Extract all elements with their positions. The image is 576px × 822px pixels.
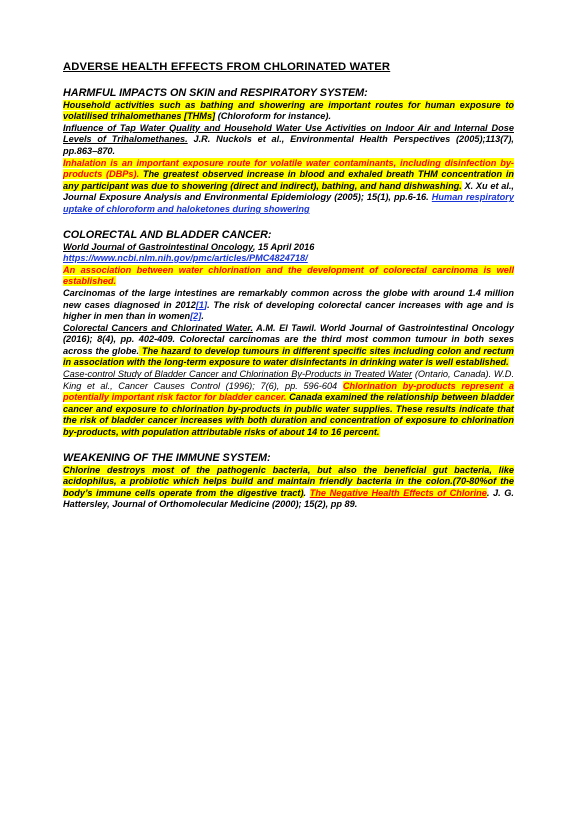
negative-effects-link[interactable]: The Negative Health Effects of Chlorine xyxy=(309,487,487,498)
skin-reference-1 xyxy=(63,123,514,158)
wjgo-journal-name: World Journal of Gastrointestinal Oncology xyxy=(63,241,253,252)
incidence-text-a: Carcinomas of the large intestines are remarkably common across the globe with around 1.4 million new cases diagnosed in 2012 xyxy=(63,287,514,310)
bladder-study-highlight: Canada examined the relationship between bladder cancer and exposure to chlorination by-products in public water supplies. These results indicate that the risk of bladder cancer increases with both duration and concentration of exposure to chlorination by-products, with population attributable risks of about 14 to 16 percent. xyxy=(63,392,514,438)
incidence-text-c: . xyxy=(201,311,204,322)
inhalation-red-text: Inhalation is an important exposure route for volatile water contaminants, including disinfection by-products (DBPs). xyxy=(63,157,514,180)
wjgo-date: , 15 April 2016 xyxy=(252,241,315,252)
skin-chloroform-note: (Chloroform for instance). xyxy=(215,111,332,122)
incidence-text-b: . The risk of developing colorectal cancer increases with age and is higher in men than in women xyxy=(63,299,514,322)
showering-highlight-text: The greatest observed increase in blood and exhaled breath THM concentration in any participant was due to showering (direct and indirect), bathing, and hand dishwashing. xyxy=(63,169,514,191)
gut-bacteria-highlight: Chlorine destroys most of the pathogenic bacteria, but also the beneficial gut bacteria, like acidophilus, a probiotic which helps build and maintain friendly bacteria in the colon.(70-80%of the body’s immune cells operate from the digestive tract) xyxy=(63,464,514,498)
association-paragraph xyxy=(63,265,514,288)
hattersley-citation: . J. G. Hattersley, Journal of Orthomolecular Medicine (2000); 15(2), pp 89. xyxy=(63,487,514,510)
skin-paragraph-2 xyxy=(63,158,514,216)
pmc-article-link[interactable]: https://www.ncbi.nlm.nih.gov/pmc/articles/PMC4824718/ xyxy=(63,253,308,264)
citation-2-link[interactable]: [2] xyxy=(190,311,202,322)
immune-section-heading: WEAKENING OF THE IMMUNE SYSTEM: xyxy=(63,451,271,464)
el-tawil-paragraph xyxy=(63,323,514,369)
skin-paragraph-1 xyxy=(63,100,514,123)
document-page xyxy=(63,62,514,511)
el-tawil-ref-title: Colorectal Cancers and Chlorinated Water. xyxy=(63,322,253,333)
nuckols-ref-citation: J.R. Nuckols et al., Environmental Health Perspectives (2005);113(7), pp.863–870. xyxy=(63,134,514,156)
skin-highlight-text: Household activities such as bathing and showering are important routes for human exposure to volatilised trihalomethanes [THMs] xyxy=(63,99,514,122)
pmc-url-line xyxy=(63,253,514,265)
citation-1-link[interactable]: [1] xyxy=(195,299,208,310)
wjgo-source-line xyxy=(63,242,514,254)
immune-period: . xyxy=(303,487,307,498)
king-ref-citation: (Ontario, Canada). W.D. King et al., Cancer Causes Control (1996); 7(6), pp. 596-604 xyxy=(63,369,514,391)
cancer-section-heading: COLORECTAL AND BLADDER CANCER: xyxy=(63,228,272,241)
skin-section-heading: HARMFUL IMPACTS ON SKIN and RESPIRATORY SYSTEM: xyxy=(63,86,368,99)
incidence-paragraph xyxy=(63,288,514,323)
bladder-cancer-paragraph xyxy=(63,369,514,439)
tumour-hazard-highlight: The hazard to develop tumours in different specific sites including colon and rectum in association with the long-term exposure to water disinfectants in drinking water is well established. xyxy=(63,345,514,368)
nuckols-ref-title: Influence of Tap Water Quality and Household Water Use Activities on Indoor Air and Internal Dose Levels of Trihalomethanes. xyxy=(63,122,514,145)
association-red-text: An association between water chlorination and the development of colorectal carcinoma is well established. xyxy=(63,264,514,287)
chloroform-study-link[interactable]: Human respiratory uptake of chloroform and haloketones during showering xyxy=(63,192,514,214)
xu-ref-citation: X. Xu et al., Journal Exposure Analysis and Environmental Epidemiology (2005); 15(1), pp.6-16. xyxy=(63,180,514,203)
page-title: ADVERSE HEALTH EFFECTS FROM CHLORINATED WATER xyxy=(63,61,391,73)
el-tawil-ref-citation: A.M. El Tawil. World Journal of Gastrointestinal Oncology (2016); 8(4), pp. 402-409. Colorectal carcinomas are the third most common tumour in both sexes across the globe. xyxy=(63,322,514,356)
king-ref-title: Case-control Study of Bladder Cancer and Chlorination By-Products in Treated Water xyxy=(63,369,413,380)
bladder-risk-red-text: Chlorination by-products represent a potentially important risk factor for bladder cancer. xyxy=(63,380,514,403)
immune-paragraph xyxy=(63,465,514,511)
